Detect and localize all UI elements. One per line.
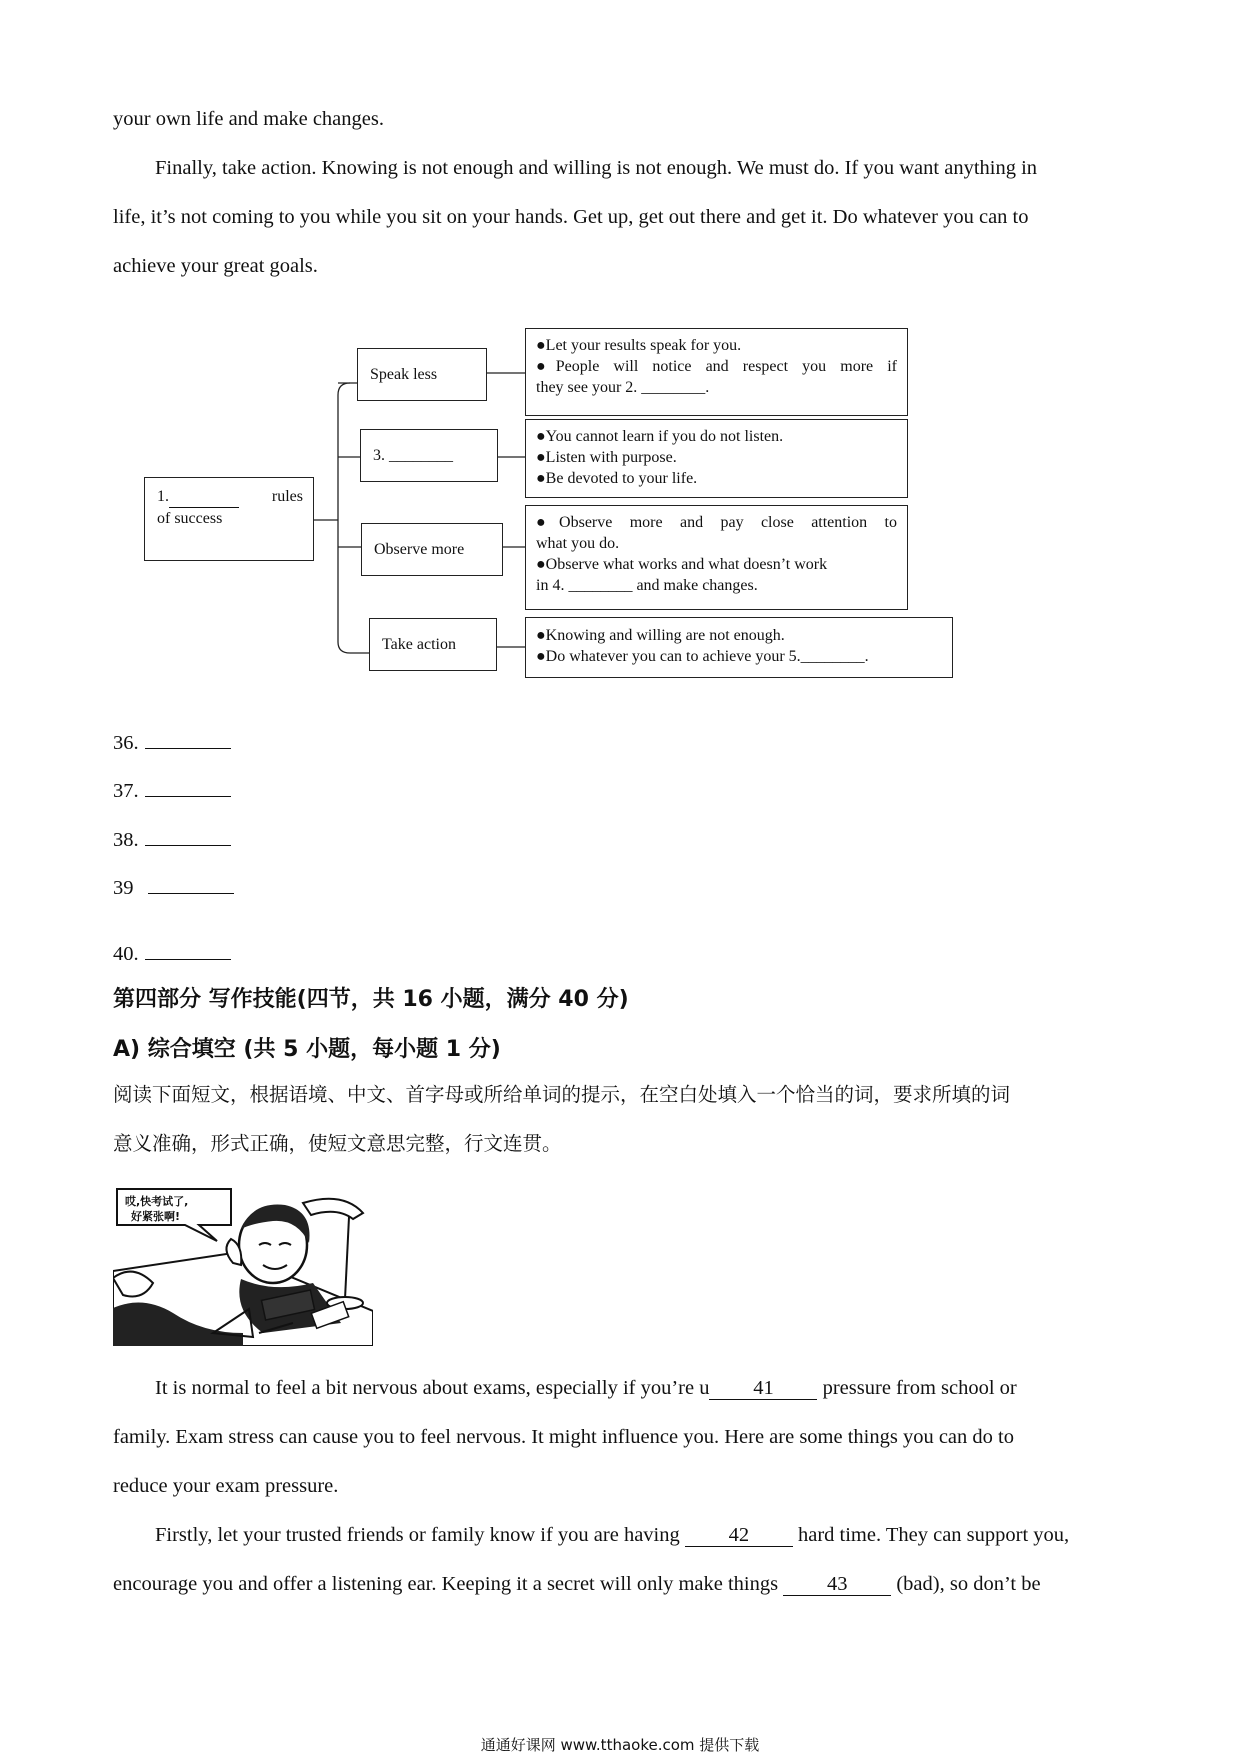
- node-observe-more: Observe more: [361, 523, 503, 576]
- blank-42[interactable]: 42: [685, 1524, 793, 1547]
- blank-1: [169, 486, 239, 508]
- answer-36: 36.: [113, 730, 231, 755]
- answer-blank[interactable]: [145, 827, 231, 846]
- node-take-action: Take action: [369, 618, 497, 671]
- answer-39: 39: [113, 875, 234, 900]
- root-line2: of success: [157, 510, 223, 527]
- section-subheading: A) 综合填空 (共 5 小题，每小题 1 分): [113, 1037, 501, 1062]
- root-number: 1.: [157, 488, 169, 505]
- instructions: 阅读下面短文，根据语境、中文、首字母或所给单词的提示，在空白处填入一个恰当的词，要求所填的词 意义准确，形式正确，使短文意思完整，行文连贯。: [113, 1083, 1011, 1155]
- detail-observe: ●Observe more and pay close attention to what you do. ●Observe what works and what doesn’t work in 4. ________ and make changes.: [525, 505, 908, 610]
- passage-2: It is normal to feel a bit nervous about exams, especially if you’re u 41 pressure from school or family. Exam stress can cause you to feel nervous. It might influence you. Here are some things you can do to reduce your exam pressure. Firstly, let your trusted friends or family know if you are having 42 hard time. They can support you, encourage you and offer a listening ear. Keeping it a secret will only make things 43 (bad), so don’t be: [113, 1377, 1070, 1595]
- answer-blank[interactable]: [145, 730, 231, 749]
- detail-take-action: ●Knowing and willing are not enough. ●Do whatever you can to achieve your 5.________.: [525, 617, 953, 678]
- answer-37: 37.: [113, 778, 231, 803]
- passage-line: Finally, take action. Knowing is not enough and willing is not enough. We must do. If you want anything in: [155, 157, 1038, 179]
- node-3-blank: 3. ________: [360, 429, 498, 482]
- answer-40: 40.: [113, 941, 231, 966]
- node-speak-less: Speak less: [357, 348, 487, 401]
- answer-38: 38.: [113, 827, 231, 852]
- passage-1: [113, 95, 1133, 291]
- detail-speak-less: ●Let your results speak for you. ●People will notice and respect you more if they see your 2. ________.: [525, 328, 908, 416]
- answer-blank[interactable]: [145, 778, 231, 797]
- cartoon-bubble-line2: 好紧张啊!: [131, 1210, 181, 1223]
- passage-line: achieve your great goals.: [113, 255, 318, 277]
- answer-blank[interactable]: [148, 875, 234, 894]
- detail-listen: ●You cannot learn if you do not listen. ●Listen with purpose. ●Be devoted to your life.: [525, 419, 908, 498]
- answer-blank[interactable]: [145, 941, 231, 960]
- passage-line: your own life and make changes.: [113, 108, 384, 130]
- passage-line: life, it’s not coming to you while you sit on your hands. Get up, get out there and get it. Do whatever you can to: [113, 206, 1029, 228]
- section-heading: 第四部分 写作技能(四节，共 16 小题，满分 40 分): [113, 987, 629, 1012]
- cartoon-bubble-line1: 哎,快考试了,: [125, 1195, 189, 1208]
- root-rules: rules: [271, 488, 303, 505]
- blank-43[interactable]: 43: [783, 1573, 891, 1596]
- blank-41[interactable]: 41: [709, 1377, 817, 1400]
- mindmap-root: [144, 477, 314, 561]
- page-footer: 通通好课网 www.tthaoke.com 提供下载: [480, 1736, 760, 1754]
- exam-stress-cartoon: [113, 1183, 373, 1346]
